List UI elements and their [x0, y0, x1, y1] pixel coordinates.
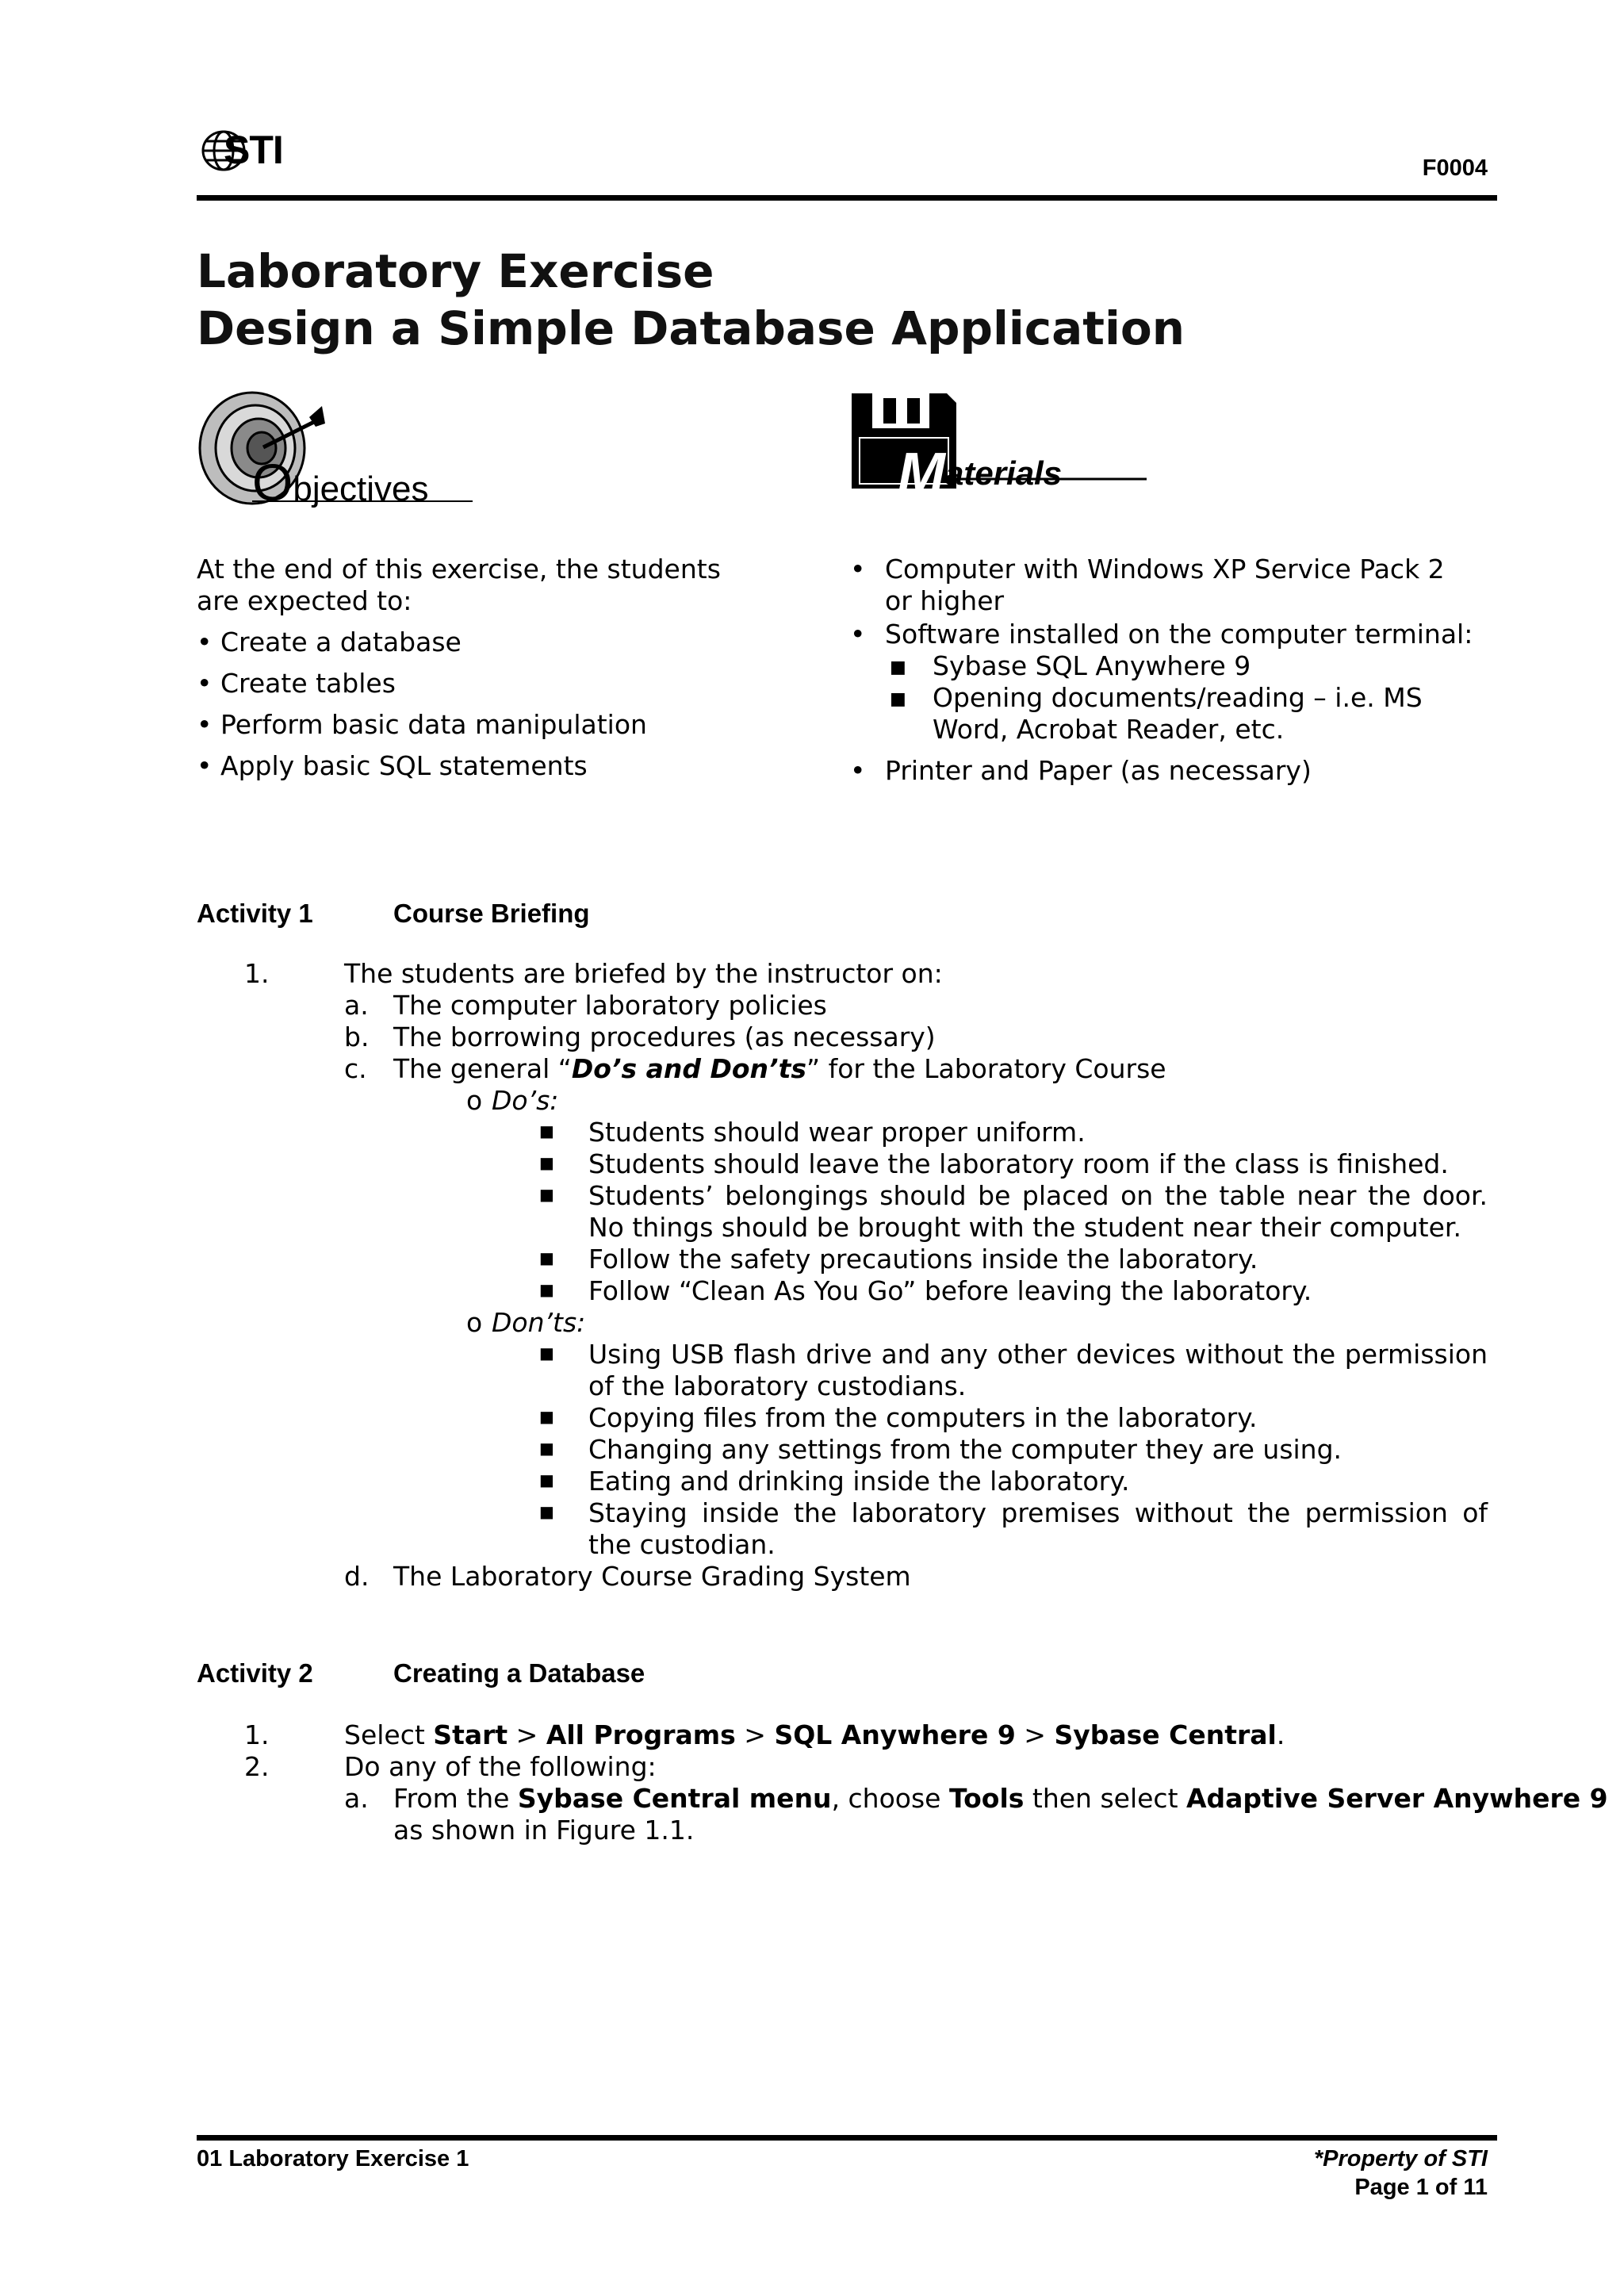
material-sub-text: Opening documents/reading – i.e. MS Word, Acrobat Reader, etc.: [933, 682, 1423, 745]
dos-item: Follow the safety precautions inside the laboratory.: [588, 1244, 1258, 1274]
materials-heading-initial: M: [898, 442, 945, 505]
activity-2-title: Creating a Database: [393, 1658, 645, 1688]
menu-path-separator: >: [508, 1719, 546, 1750]
footer-page-number: Page 1 of 11: [1354, 2175, 1488, 2200]
list-item: [197, 668, 768, 700]
step-text-part: Select: [344, 1719, 434, 1750]
square-bullet-icon: ■: [539, 1343, 554, 1363]
square-bullet-icon: ■: [890, 657, 906, 677]
donts-item: Copying files from the computers in the laboratory.: [588, 1402, 1258, 1433]
sub-text: The computer laboratory policies: [393, 990, 827, 1021]
list-item: [197, 709, 768, 741]
material-text: Computer with Windows XP Service Pack 2 or higher: [885, 554, 1445, 616]
objective-text: Perform basic data manipulation: [220, 709, 647, 740]
step-text: The students are briefed by the instructor on:: [344, 958, 943, 989]
sub-text: [393, 1053, 1166, 1085]
sub-letter: b.: [344, 1022, 370, 1052]
objective-text: Create tables: [220, 668, 396, 699]
activity-1-label: Activity 1: [197, 899, 313, 928]
square-bullet-icon: ■: [539, 1439, 554, 1458]
list-item: [850, 554, 1456, 617]
sub-text-line: [393, 1783, 1608, 1815]
circle-bullet-icon: o: [466, 1307, 483, 1338]
list-item: [850, 755, 1484, 787]
sub-text: [393, 1783, 1608, 1846]
bullet-icon: •: [850, 619, 866, 650]
step-text: Do any of the following:: [344, 1751, 657, 1782]
menu-path-sybase-central: Sybase Central: [1054, 1719, 1277, 1750]
footer-document-name: 01 Laboratory Exercise 1: [197, 2146, 469, 2171]
square-bullet-icon: ■: [539, 1470, 554, 1489]
step-number: 1.: [244, 958, 270, 989]
objective-text: Apply basic SQL statements: [220, 750, 588, 781]
bullet-icon: •: [197, 668, 213, 699]
menu-path-all-programs: All Programs: [546, 1719, 736, 1750]
activity-2-label: Activity 2: [197, 1658, 313, 1688]
sub-letter: c.: [344, 1053, 367, 1084]
dos-item: Follow “Clean As You Go” before leaving the laboratory.: [588, 1275, 1312, 1306]
page-title: [197, 243, 1185, 357]
materials-heading-rest: aterials: [944, 454, 1063, 492]
dos-item: Students should wear proper uniform.: [588, 1117, 1086, 1148]
step-text: [344, 1719, 1285, 1751]
donts-item: Using USB flash drive and any other devices without the permission of the laboratory custodians.: [588, 1339, 1488, 1401]
bullet-icon: •: [850, 554, 866, 585]
title-line-2: Design a Simple Database Application: [197, 301, 1185, 355]
sub-text: The Laboratory Course Grading System: [393, 1561, 911, 1592]
objectives-heading-rest: bjectives: [293, 470, 429, 508]
footer-property: *Property of STI: [1313, 2146, 1488, 2171]
dos-item: Students should leave the laboratory room if the class is finished.: [588, 1148, 1449, 1179]
donts-item: Changing any settings from the computer they are using.: [588, 1434, 1342, 1465]
step-number: 1.: [244, 1719, 270, 1750]
objectives-list: [197, 554, 768, 792]
sub-text-emphasis: Do’s and Don’ts: [571, 1053, 807, 1084]
donts-label: Don’ts:: [492, 1307, 586, 1338]
header-rule: [197, 195, 1497, 201]
dos-label: Do’s:: [492, 1085, 559, 1116]
dos-item: Students’ belongings should be placed on the table near the door. No things should be brought with the student near their computer.: [588, 1180, 1488, 1243]
list-item: [197, 750, 768, 782]
donts-item: Staying inside the laboratory premises without the permission of the custodian.: [588, 1497, 1488, 1560]
list-item: [850, 619, 1484, 650]
sub-letter: d.: [344, 1561, 370, 1592]
step-number: 2.: [244, 1751, 270, 1782]
material-text: Software installed on the computer terminal:: [885, 619, 1473, 650]
sub-text: The borrowing procedures (as necessary): [393, 1022, 936, 1052]
menu-path-sql-anywhere: SQL Anywhere 9: [774, 1719, 1016, 1750]
sti-logo-text: STI: [224, 128, 283, 172]
sub-letter: a.: [344, 1783, 369, 1814]
sub-text-line: as shown in Figure 1.1.: [393, 1815, 695, 1846]
list-item: [850, 650, 1484, 682]
title-line-1: Laboratory Exercise: [197, 244, 714, 298]
square-bullet-icon: ■: [539, 1121, 554, 1140]
square-bullet-icon: ■: [539, 1185, 554, 1204]
bullet-icon: •: [197, 709, 213, 740]
square-bullet-icon: ■: [539, 1248, 554, 1267]
activity-1-title: Course Briefing: [393, 899, 590, 928]
sub-text-part: The general “: [393, 1053, 572, 1084]
materials-heading: [898, 433, 1063, 505]
menu-path-start: Start: [433, 1719, 508, 1750]
footer-rule: [197, 2135, 1497, 2141]
step-text-part: .: [1276, 1719, 1285, 1750]
objectives-heading-initial: O: [252, 453, 293, 512]
donts-item: Eating and drinking inside the laboratory.: [588, 1466, 1130, 1497]
square-bullet-icon: ■: [539, 1280, 554, 1299]
form-code: F0004: [1422, 155, 1488, 181]
material-sub-text: Sybase SQL Anywhere 9: [933, 650, 1251, 681]
menu-path-separator: >: [1015, 1719, 1055, 1750]
list-item: [197, 627, 768, 658]
materials-list: [850, 554, 1484, 787]
bullet-icon: •: [197, 750, 213, 781]
material-text: Printer and Paper (as necessary): [885, 755, 1312, 786]
square-bullet-icon: ■: [539, 1502, 554, 1521]
square-bullet-icon: ■: [539, 1407, 554, 1426]
menu-path-separator: >: [735, 1719, 775, 1750]
list-item: [850, 682, 1424, 746]
objective-text: Create a database: [220, 627, 462, 657]
sub-letter: a.: [344, 990, 369, 1021]
sub-text-part: ” for the Laboratory Course: [806, 1053, 1166, 1084]
objectives-heading: [252, 452, 429, 512]
square-bullet-icon: ■: [539, 1153, 554, 1172]
square-bullet-icon: ■: [890, 689, 906, 709]
circle-bullet-icon: o: [466, 1085, 483, 1116]
bullet-icon: •: [197, 627, 213, 657]
sub-text-part: From the Sybase Central menu, choose Tools then select: [393, 1783, 1186, 1814]
objectives-intro: At the end of this exercise, the students are expected to:: [197, 554, 721, 616]
bullet-icon: •: [850, 755, 866, 786]
sub-text-asa: Adaptive Server Anywhere 9: [1186, 1783, 1608, 1814]
